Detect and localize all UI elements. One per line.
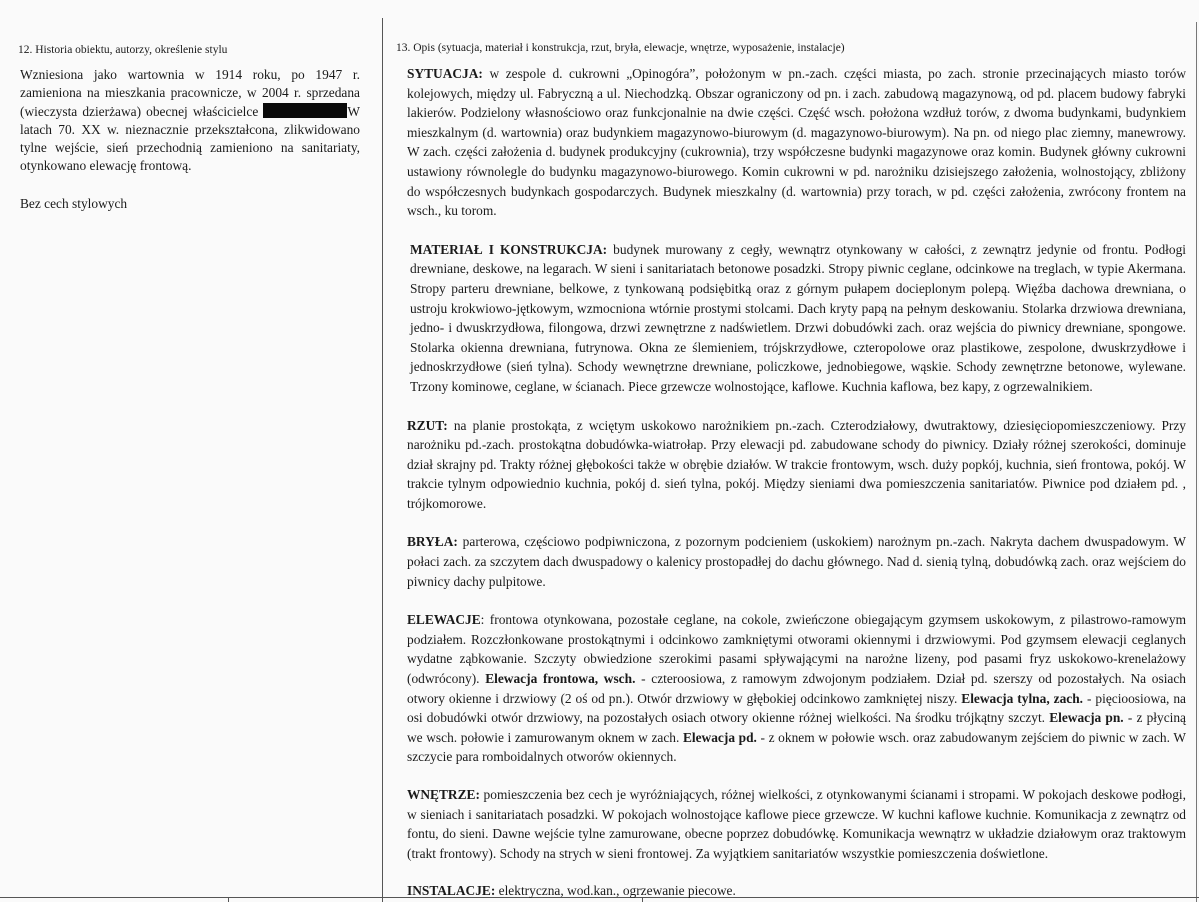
section-instalacje [396,881,1186,901]
section-text: pomieszczenia bez cech je wyróżniających, różnej wielkości, z otynkowanymi ścianami i stropami. W pokojach deskowe podłogi, w sieniach i sanitariatach posadzki. W pokojach wolnostojące kaflowe piece grzewcze. W kuchni kaflowe kuchnie. Komunikacja z zewnątrz od fontu, do sieni. Dawne wejście tylne zamurowane, obecne poprzez dobudówkę. Komunikacja wewnątrz w układzie działowym oraz traktowym (trakt frontowy). Schody na strych w sieni frontowej. Za wyjątkiem sanitariatów wszystkie pomieszczenia doświetlone. [407,787,1186,861]
section-label: RZUT: [407,417,448,433]
section-text: parterowa, częściowo podpiwniczona, z pozornym podcieniem (uskokiem) narożnym pn.-zach. Nakryta dachem dwuspadowym. W połaci zach. za szczytem dach dwuspadowy o kalenicy prostopadłej do dachu głównego. Nad d. sienią tylną, dobudówką zach. oraz wejściem do piwnicy dachy pulpitowe. [407,534,1186,589]
history-paragraph [20,66,360,176]
section-text: : frontowa otynkowana, pozostałe ceglane, na cokole, zwieńczone obiegającym gzymsem uskokowym, z pilastrowo-ramowym podziałem. Rozczłonkowane prostokątnymi i odcinkowo zamkniętymi otworami okiennymi i drzwiowymi. Pod gzymsem elewacji ceglanych wydatne ząbkowanie. Szczyty obwiedzione szerokimi pasami spływającymi na narożne lizeny, pod pasami fryz uskokowo-krenelażowy (odwrócony). [407,612,1186,687]
section-elewacje [396,610,1186,767]
history-column [20,44,360,213]
column-divider [382,18,383,902]
section-text: na planie prostokąta, z wciętym uskokowo narożnikiem pn.-zach. Czterodziałowy, dwutraktowy, dziesięciopomieszczeniowy. Przy narożniku pd.-zach. prostokątna dobudówka-wiatrołap. Przy elewacji pd. zabudowane schody do piwnicy. Działy różnej szerokości, dominuje dział skrajny pd. Trakty różnej głębokości także w obrębie działów. W trakcie frontowym, wsch. duży popkój, kuchnia, sień frontowa, pokój. W trakcie tylnym odpowiednio kuchnia, pokój d. sień tylna, pokój. Między sieniami dwa pomieszczenia sanitariatów. Piwnice pod działem pd. , trójkomorowe. [407,417,1186,511]
section-wnetrze [396,785,1186,863]
section-rzut [396,416,1186,514]
section-text: - czteroosiowa, z ramowym zdwojonym podziałem. Dział pd. szerszy od pozostałych. Na osiach otwory okienne i drzwiowy (2 oś od pn.). Otwór drzwiowy w głębokiej odcinkowo zamkniętej niszy. [407,671,1187,706]
section-text: - z oknem w połowie wsch. oraz zabudowanym zejściem do piwnic w zach. W szczycie para romboidalnych otworów okiennych. [407,729,1186,765]
section-text: - z płyciną we wsch. połowie i zamurowanym oknem w zach. [407,710,1187,745]
right-border [1196,22,1197,902]
section-label: WNĘTRZE: [407,787,480,802]
section-material [396,240,1186,397]
section-label: INSTALACJE: [407,883,496,899]
section-sytuacja [396,64,1186,221]
section-bryla [396,532,1186,591]
section-label: ELEWACJE [407,612,481,628]
section-label: MATERIAŁ I KONSTRUKCJA: [410,241,608,257]
bottom-tick [228,897,229,902]
history-text-b: W latach 70. XX w. nieznacznie przekształcona, zlikwidowano tylne wejście, sień przechodnią zamieniono na sanitariaty, otynkowano elewację frontową. [20,103,360,174]
section-text: w zespole d. cukrowni „Opinogóra”, położonym w pn.-zach. części miasta, po zach. stronie przecinających miasto torów kolejowych, między ul. Fabryczną a ul. Niechodzką. Obszar ograniczony od pn. i zach. zabudową magazynową, od pd. placem budowy fabryki lakierów. Podzielony własnościowo oraz funkcjonalnie na dwie części. Część wsch. położona wzdłuż torów, z dwoma budynkami, budynkiem mieszkalnym (d. wartownia) oraz budynkiem magazynowo-biurowym (d. magazynowo-biurowym). Na pn. od niego plac ziemny, manewrowy. W zach. części założenia d. budynek produkcyjny (cukrownia), trzy współczesne budynki magazynowe oraz komin. Budynek główny cukrowni ustawiony równolegle do budynku magazynowo-biurowego. Komin cukrowni w pd. narożniku dzisiejszego założenia, wolnostojący, zbliżony do współczesnych budynkach gospodarczych. Budynek mieszkalny (d. wartownia) przy torach, w pd. części założenia, zwrócony frontem na wsch., ku torom. [407,66,1186,219]
subsection-label: Elewacja pn. [1049,710,1124,726]
section-text: elektryczna, wod.kan., ogrzewanie piecowe. [495,883,736,899]
style-text: Bez cech stylowych [20,195,128,211]
redaction-block [263,103,347,118]
section-text: - pięcioosiowa, na osi dobudówki otwór drzwiowy, na pozostałych osiach otwory okienne różnej wielkości. Na środku trójkątny szczyt. [407,690,1187,726]
section-label: BRYŁA: [407,534,458,550]
history-text-a: Wzniesiona jako wartownia w 1914 roku, po 1947 r. zamieniona na mieszkania pracownicze, w 2004 r. sprzedana (wieczysta dzierżawa) obecnej właścicielce [20,67,360,119]
description-header: 13. Opis (sytuacja, materiał i konstrukcja, rzut, bryła, elewacje, wnętrze, wyposażenie, instalacje) [396,42,845,54]
subsection-label: Elewacja pd. [682,729,757,745]
section-text: budynek murowany z cegły, wewnątrz otynkowany w całości, z zewnątrz jedynie od frontu. Podłogi drewniane, deskowe, na legarach. W sieni i sanitariatach betonowe posadzki. Stropy piwnic ceglane, odcinkowe na treglach, w typie Akermana. Stropy parteru drewniane, belkowe, z tynkowaną podsiębitką oraz z górnym pułapem docieplonym polepą. Więźba dachowa drewniana, o ustroju krokwiowo-jętkowym, wzmocniona wtórnie prostymi stolcami. Dach kryty papą na pełnym deskowaniu. Stolarka drzwiowa drewniana, jedno- i dwuskrzydłowa, filongowa, drzwi zewnętrzne z nadświetlem. Drzwi dobudówki zach. oraz wejścia do piwnicy drewniane, spongowe. Stolarka okienna drewniana, futrynowa. Okna ze ślemieniem, trójskrzydłowe, czteropolowe oraz plastikowe, zespolone, dwuskrzydłowe i jednoskrzydłowe (sień tylna). Schody wewnętrzne drewniane, policzkowe, jednobiegowe, wąskie. Schody zewnętrzne betonowe, wylewane. Trzony kominowe, ceglane, w ścianach. Piece grzewcze wolnostojące, kaflowe. Kuchnia kaflowa, bez kapy, z ogrzewalnikiem. [410,241,1186,394]
history-header: 12. Historia obiektu, autorzy, określenie stylu [18,44,228,56]
subsection-label: Elewacja frontowa, wsch. [485,671,636,687]
section-label: SYTUACJA: [407,66,483,81]
description-column [396,42,1186,901]
subsection-label: Elewacja tylna, zach. [961,690,1084,706]
